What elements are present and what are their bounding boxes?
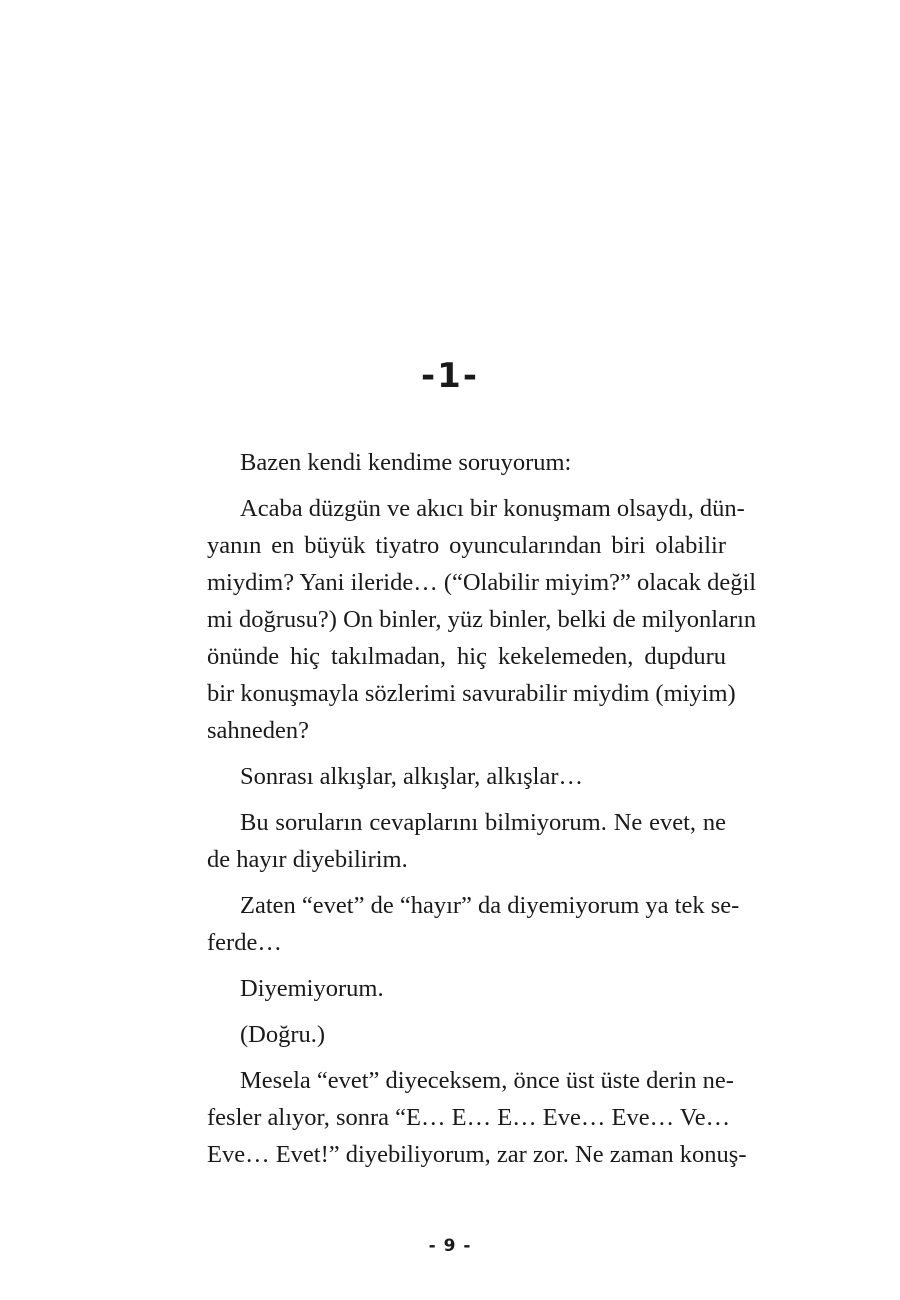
text-line: Eve… Evet!” diyebiliyorum, zar zor. Ne zaman konuş- (207, 1141, 747, 1168)
text-line: miydim? Yani ileride… (“Olabilir miyim?” olacak değil (207, 569, 757, 596)
text-line: bir konuşmayla sözlerimi savurabilir miydim (miyim) (207, 680, 736, 707)
paragraph (174, 970, 726, 1007)
text-line: Diyemiyorum. (240, 975, 384, 1002)
text-line: Sonrası alkışlar, alkışlar, alkışlar… (240, 763, 583, 790)
text-line: önünde hiç takılmadan, hiç kekelemeden, dupduru (207, 643, 726, 670)
text-line: ferde… (207, 929, 282, 956)
paragraph (174, 490, 757, 749)
text-line: Mesela “evet” diyeceksem, önce üst üste derin ne- (240, 1067, 734, 1094)
chapter-number: -1- (421, 356, 479, 396)
body-text (174, 444, 757, 1182)
text-line: mi doğrusu?) On binler, yüz binler, belki de milyonların (207, 606, 757, 633)
text-line: sahneden? (207, 717, 310, 744)
text-line: (Doğru.) (240, 1021, 326, 1048)
text-line: Bazen kendi kendime soruyorum: (240, 449, 572, 476)
text-line: Bu soruların cevaplarını bilmiyorum. Ne evet, ne (240, 809, 726, 836)
text-line: yanın en büyük tiyatro oyuncularından biri olabilir (207, 532, 726, 559)
page-number: - 9 - (428, 1236, 472, 1256)
text-line: de hayır diyebilirim. (207, 846, 408, 873)
paragraph (174, 444, 726, 481)
text-line: Acaba düzgün ve akıcı bir konuşmam olsaydı, dün- (240, 495, 745, 522)
paragraph (174, 1062, 747, 1173)
paragraph (174, 887, 740, 961)
text-line: Zaten “evet” de “hayır” da diyemiyorum ya tek se- (240, 892, 740, 919)
paragraph (174, 804, 726, 878)
paragraph (174, 1016, 726, 1053)
paragraph (174, 758, 726, 795)
text-line: fesler alıyor, sonra “E… E… E… Eve… Eve… Ve… (207, 1104, 731, 1131)
